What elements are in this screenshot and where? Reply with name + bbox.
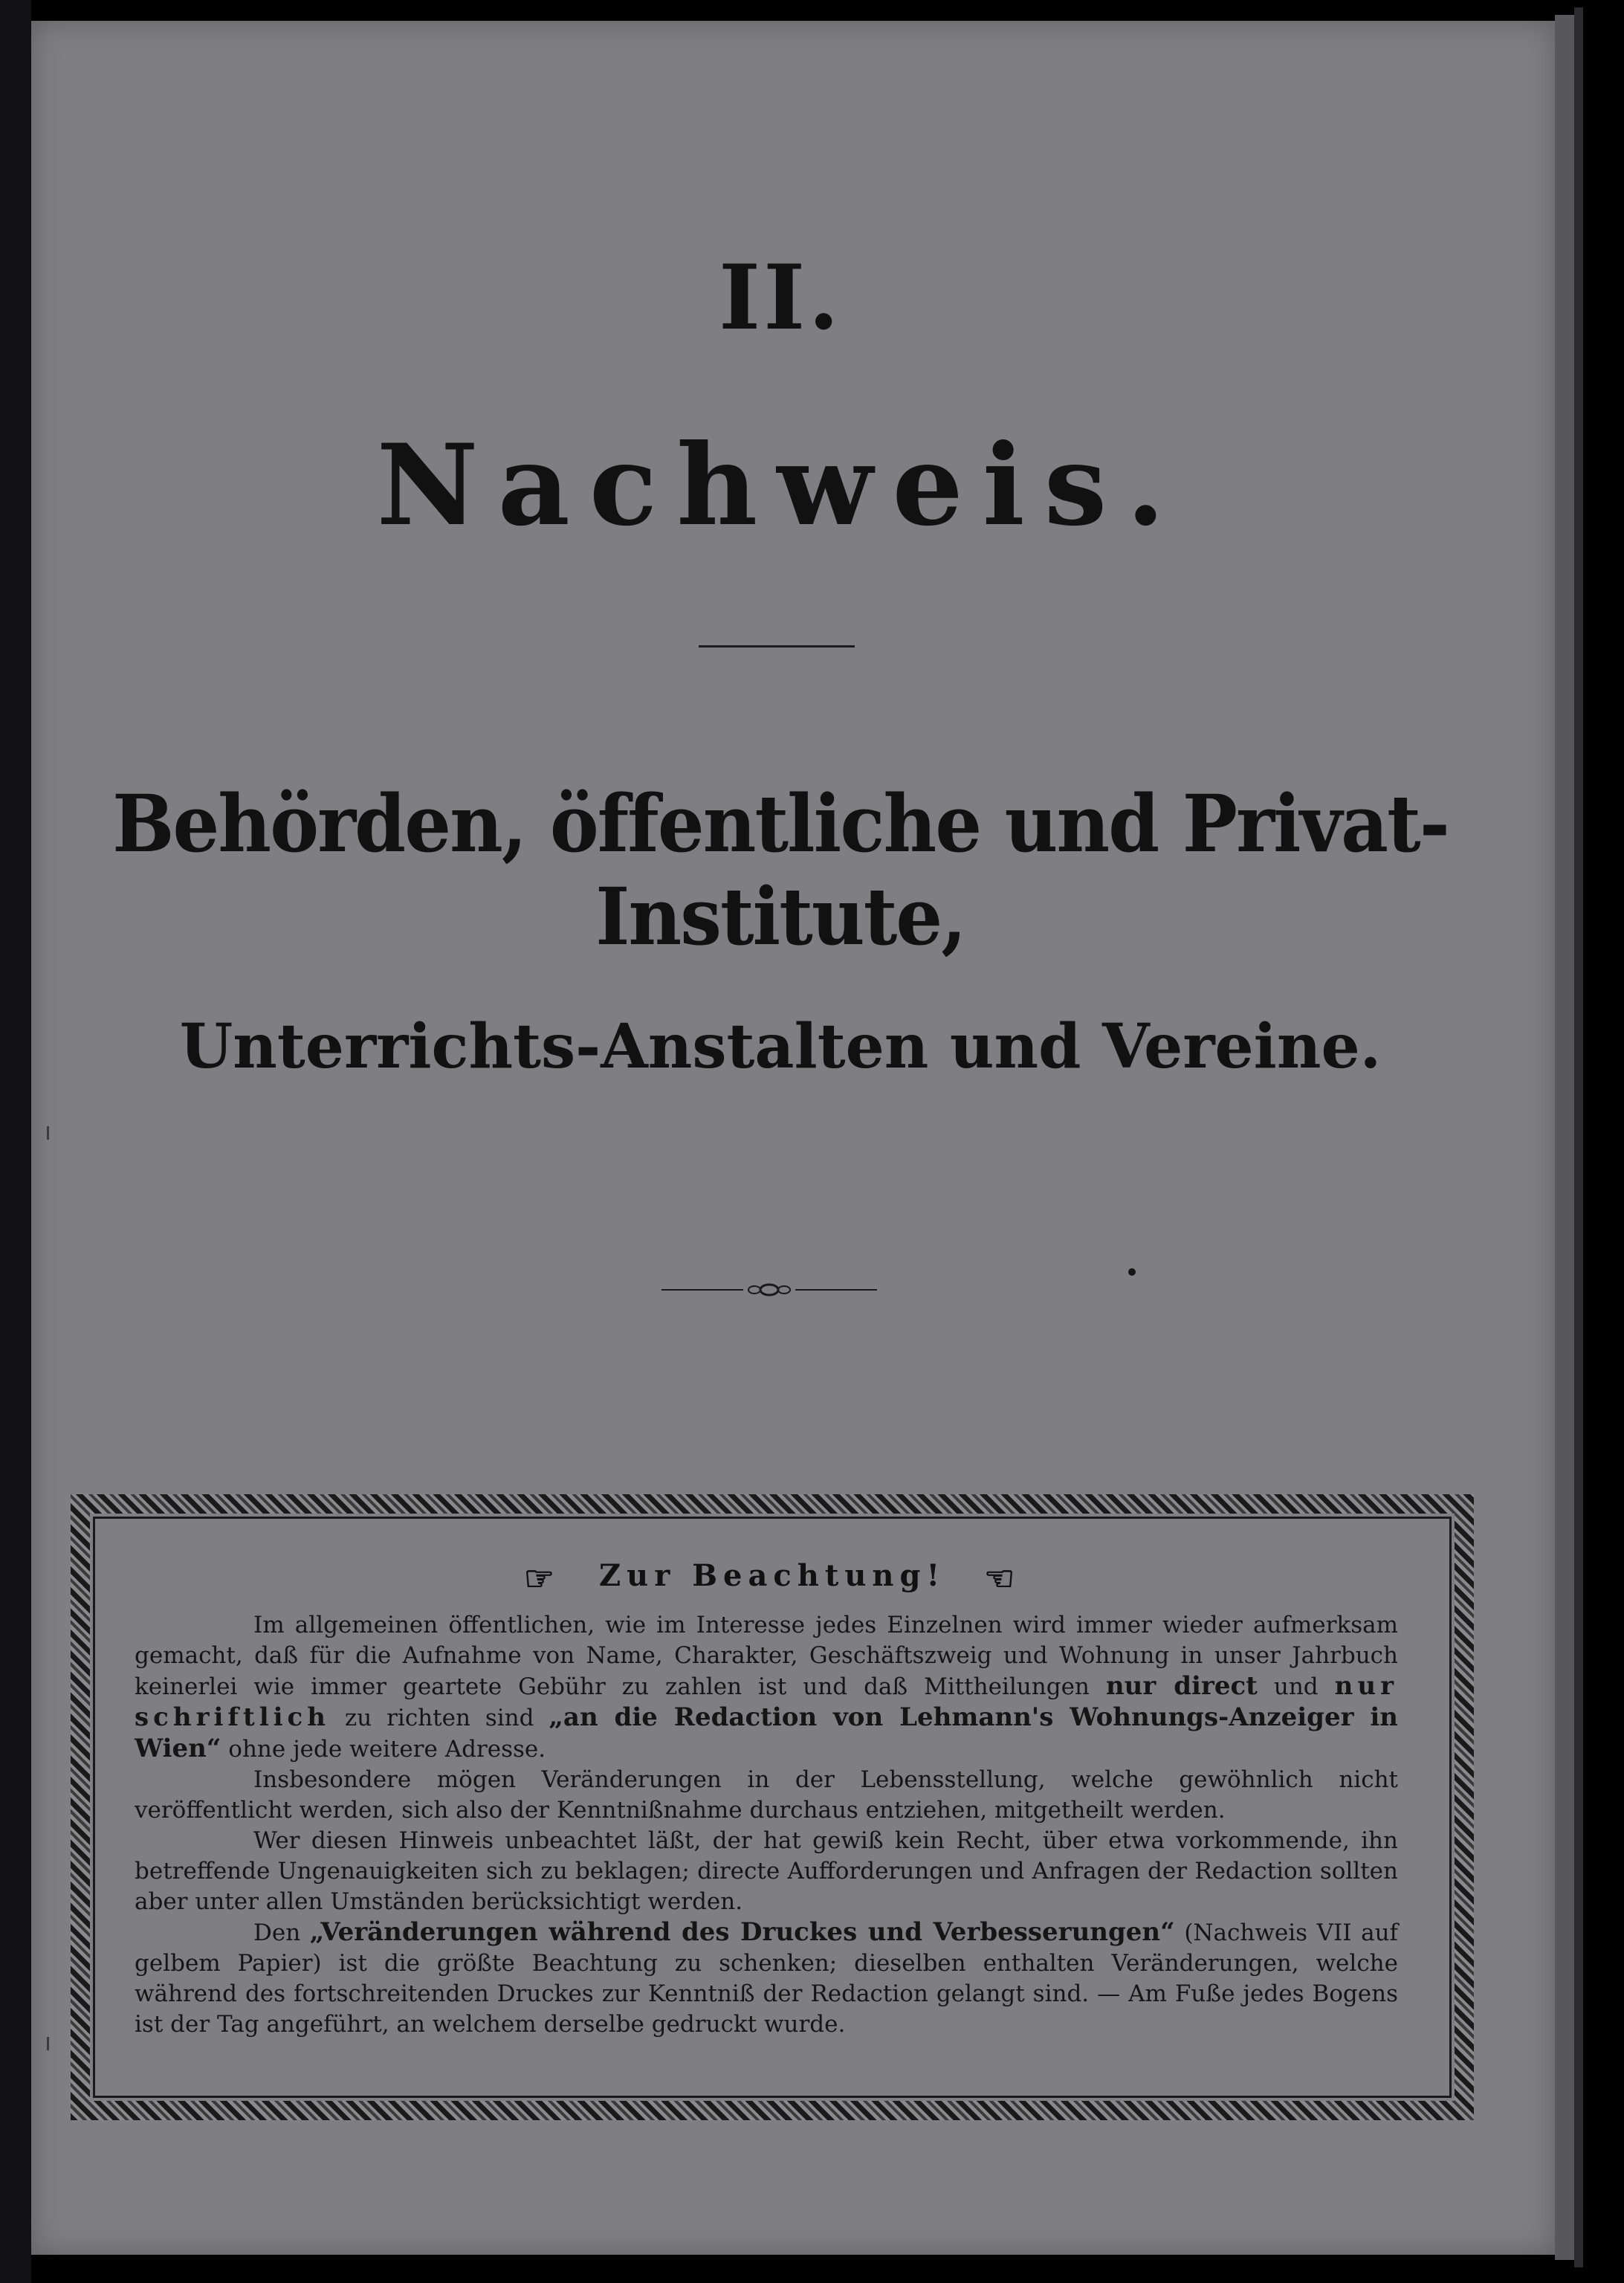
margin-mark bbox=[47, 1126, 49, 1140]
notice-text-span: Den bbox=[253, 1919, 301, 1946]
margin-mark bbox=[47, 2037, 49, 2050]
section-numeral: II. bbox=[718, 245, 843, 350]
notice-emphasis: nur direct bbox=[1105, 1671, 1258, 1701]
notice-text-span: ohne jede weitere Adresse. bbox=[228, 1736, 546, 1763]
notice-body bbox=[135, 1610, 1398, 2040]
notice-paragraph: Insbesondere mögen Veränderungen in der Lebensstellung, welche gewöhnlich nicht veröffentlicht werden, sich also der Kenntnißnahme durchaus entziehen, mitgetheilt werden. bbox=[135, 1766, 1398, 1824]
heading-institutions: Unterrichts-Anstalten und Vereine. bbox=[179, 1011, 1382, 1082]
notice-text-span: und bbox=[1273, 1673, 1319, 1700]
notice-title-row bbox=[90, 1558, 1455, 1598]
notice-text-span: zu richten sind bbox=[344, 1705, 534, 1731]
pointing-hand-left-icon: ☜ bbox=[983, 1558, 1021, 1598]
section-title: Nachweis. bbox=[376, 420, 1185, 551]
notice-paragraph: Wer diesen Hinweis unbeachtet läßt, der hat gewiß kein Recht, über etwa vorkommende, ihn betreffende Ungenauigkeiten sich zu beklagen; directe Aufforderungen und Anfragen der Redaction sollten aber unter allen Umständen berücksichtigt werden. bbox=[135, 1827, 1398, 1915]
notice-emphasis: nur schriftlich bbox=[135, 1671, 1399, 1732]
divider-rule bbox=[699, 645, 855, 648]
notice-text-span: (Nachweis VII auf gelbem Papier) ist die größte Beachtung zu schenken; dieselben enthalten Veränderungen, welche während des fortschreitenden Druckes zur Kenntniß der Redaction gelangt sind. — Am Fuße jedes Bogens ist der Tag angeführt, an welchem derselbe gedruckt wurde. bbox=[135, 1919, 1399, 2038]
notice-box bbox=[71, 1494, 1474, 2120]
notice-title: Zur Beachtung! bbox=[598, 1558, 946, 1593]
ink-dot bbox=[1128, 1268, 1136, 1276]
page-edge bbox=[1555, 15, 1574, 2260]
notice-paragraph bbox=[135, 1917, 1398, 2040]
notice-emphasis: „an die Redaction von Lehmann's Wohnungs-Anzeiger in Wien“ bbox=[135, 1702, 1399, 1763]
pointing-hand-right-icon: ☞ bbox=[523, 1558, 561, 1598]
page-edge-dark bbox=[1574, 7, 1583, 2267]
notice-text-span: Im allgemeinen öffentlichen, wie im Interesse jedes Einzelnen wird immer wieder aufmerksam gemacht, daß für die Aufnahme von Name, Charakter, Geschäftszweig und Wohnung in unser Jahrbuch keinerlei wie immer geartete Gebühr zu zahlen ist und daß Mittheilungen bbox=[135, 1612, 1398, 1700]
notice-paragraph bbox=[135, 1610, 1398, 1765]
heading-authorities: Behörden, öffentliche und Privat-Institute, bbox=[112, 777, 1449, 963]
ornament-divider-icon bbox=[661, 1279, 877, 1301]
notice-emphasis: „Veränderungen während des Druckes und Verbesserungen“ bbox=[309, 1917, 1175, 1947]
